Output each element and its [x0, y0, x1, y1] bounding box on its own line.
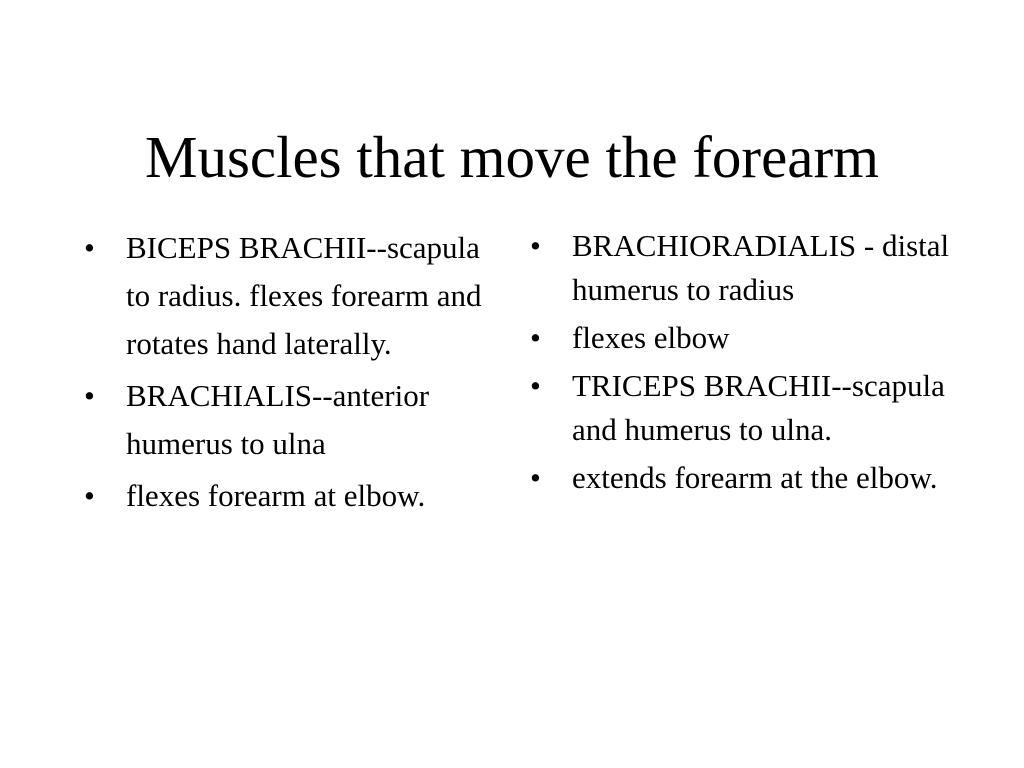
slide-title: Muscles that move the forearm: [145, 124, 879, 190]
right-column: [530, 224, 950, 504]
list-item-text: flexes forearm at elbow.: [126, 478, 426, 513]
bullet-icon: •: [84, 378, 95, 413]
left-column: [84, 224, 484, 524]
right-bullet-list: [530, 224, 950, 500]
bullet-icon: •: [530, 460, 541, 495]
list-item-text: extends forearm at the elbow.: [572, 460, 938, 495]
bullet-icon: •: [84, 478, 95, 513]
list-item-text: BRACHIALIS--anterior humerus to ulna: [126, 378, 430, 461]
left-bullet-list: [84, 224, 484, 520]
list-item: [530, 316, 950, 360]
bullet-icon: •: [530, 320, 541, 355]
list-item: [530, 456, 950, 500]
list-item: [84, 372, 484, 468]
list-item-text: BICEPS BRACHII--scapula to radius. flexes forearm and rotates hand laterally.: [126, 230, 482, 361]
bullet-icon: •: [530, 228, 541, 263]
list-item-text: BRACHIORADIALIS - distal humerus to radius: [572, 228, 950, 307]
list-item-text: flexes elbow: [572, 320, 730, 355]
list-item: [530, 224, 950, 312]
list-item: [84, 224, 484, 368]
bullet-icon: •: [530, 368, 541, 403]
bullet-icon: •: [84, 230, 95, 265]
list-item: [84, 472, 484, 520]
list-item: [530, 364, 950, 452]
list-item-text: TRICEPS BRACHII--scapula and humerus to ulna.: [572, 368, 945, 447]
